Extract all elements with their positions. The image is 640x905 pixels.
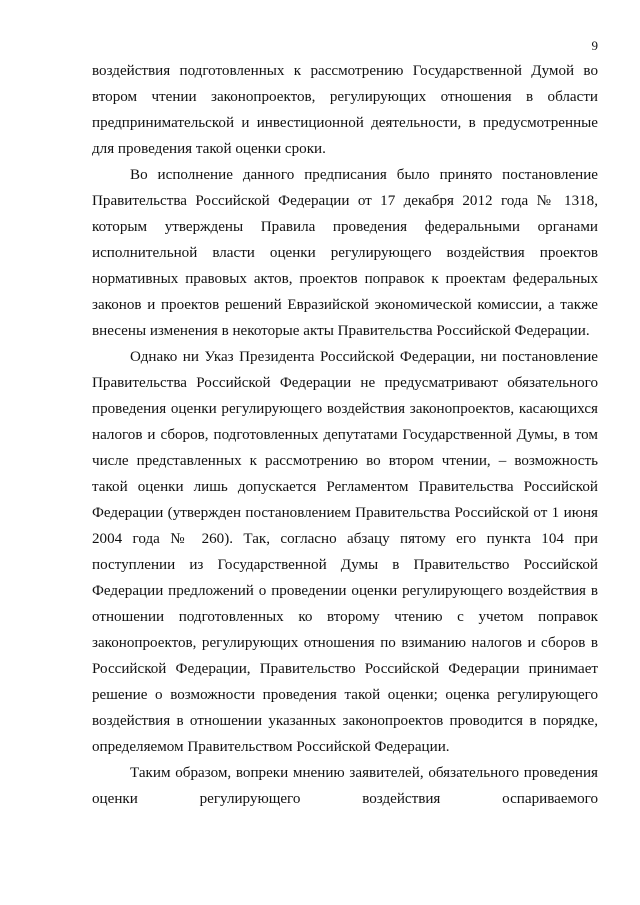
paragraph-government-decree: Во исполнение данного предписания было принято постановление Правительства Российской Федерации от 17 декабря 2012 года № 1318, которым утверждены Правила проведения федеральными органами исполнительной власти оценки регулирующего воздействия проектов нормативных правовых актов, проектов поправок к проектам федеральных законов и проектов решений Евразийской экономической комиссии, а также внесены изменения в некоторые акты Правительства Российской Федерации.	[92, 167, 598, 339]
paragraph-continuation: воздействия подготовленных к рассмотрению Государственной Думой во втором чтении законопроектов, регулирующих отношения в области предпринимательской и инвестиционной деятельности, в предусмотренные для проведения такой оценки сроки.	[92, 63, 598, 157]
paragraph-regulation-analysis: Однако ни Указ Президента Российской Федерации, ни постановление Правительства Российской Федерации не предусматривают обязательного проведения оценки регулирующего воздействия законопроектов, касающихся налогов и сборов, подготовленных депутатами Государственной Думы, в том числе представленных к рассмотрению во втором чтении, – возможность такой оценки лишь допускается Регламентом Правительства Российской Федерации (утвержден постановлением Правительства Российской от 1 июня 2004 года № 260). Так, согласно абзацу пятому его пункта 104 при поступлении из Государственной Думы в Правительство Российской Федерации предложений о проведении оценки регулирующего воздействия в отношении подготовленных ко второму чтению с учетом поправок законопроектов, регулирующих отношения по взиманию налогов и сборов в Российской Федерации, Правительство Российской Федерации принимает решение о возможности проведения такой оценки; оценка регулирующего воздействия в отношении указанных законопроектов проводится в порядке, определяемом Правительством Российской Федерации.	[92, 349, 598, 755]
paragraph-conclusion: Таким образом, вопреки мнению заявителей, обязательного проведения оценки регулирующего воздействия оспариваемого	[92, 765, 598, 807]
page-number: 9	[591, 38, 598, 53]
document-body	[92, 58, 598, 812]
